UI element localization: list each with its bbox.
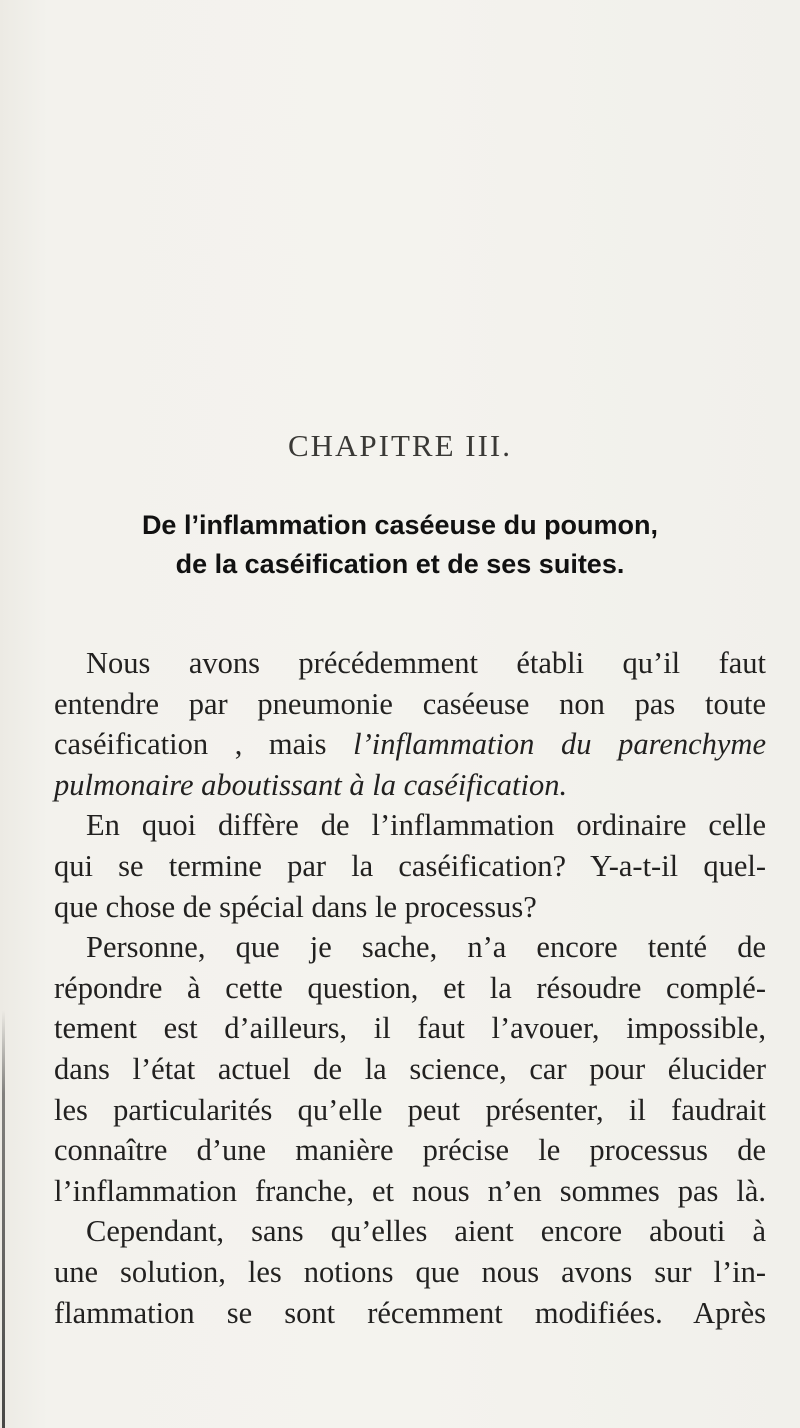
text-line: dans l’état actuel de la science, car pour élucider	[54, 1051, 766, 1086]
italic-text: l’inflammation du parenchyme	[353, 727, 766, 762]
text-line: répondre à cette question, et la résoudre complé-	[54, 970, 766, 1005]
text-line: Personne, que je sache, n’a encore tenté de	[86, 930, 766, 965]
text-line: connaître d’une manière précise le processus de	[54, 1133, 766, 1168]
chapter-heading: CHAPITRE III.	[287, 428, 513, 463]
text-line: une solution, les notions que nous avons sur l’in-	[54, 1254, 766, 1289]
italic-text: pulmonaire aboutissant à la caséification.	[54, 767, 568, 802]
text-line: l’inflammation franche, et nous n’en sommes pas là.	[54, 1173, 766, 1208]
text-line	[54, 765, 766, 806]
text-line: les particularités qu’elle peut présenter, il faudrait	[54, 1092, 766, 1127]
text-fragment: caséification , mais	[54, 727, 354, 762]
chapter-title	[0, 506, 800, 584]
chapter-title-line-2: de la caséification et de ses suites.	[175, 549, 625, 579]
text-line: que chose de spécial dans le processus?	[54, 889, 537, 924]
page-edge-shadow	[2, 1010, 5, 1428]
chapter-title-line-1: De l’inflammation caséeuse du poumon,	[141, 510, 659, 540]
body-text	[54, 643, 766, 1333]
text-line: flammation se sont récemment modifiées. Après	[54, 1295, 766, 1330]
text-line	[54, 724, 766, 765]
text-line: En quoi diffère de l’inflammation ordinaire celle	[86, 808, 766, 843]
text-line: qui se termine par la caséification? Y-a-t-il quel-	[54, 848, 766, 883]
text-line: entendre par pneumonie caséeuse non pas toute	[54, 686, 766, 721]
text-line: Nous avons précédemment établi qu’il faut	[86, 646, 766, 680]
text-line: tement est d’ailleurs, il faut l’avouer, impossible,	[54, 1011, 766, 1046]
text-line: Cependant, sans qu’elles aient encore abouti à	[86, 1214, 766, 1249]
